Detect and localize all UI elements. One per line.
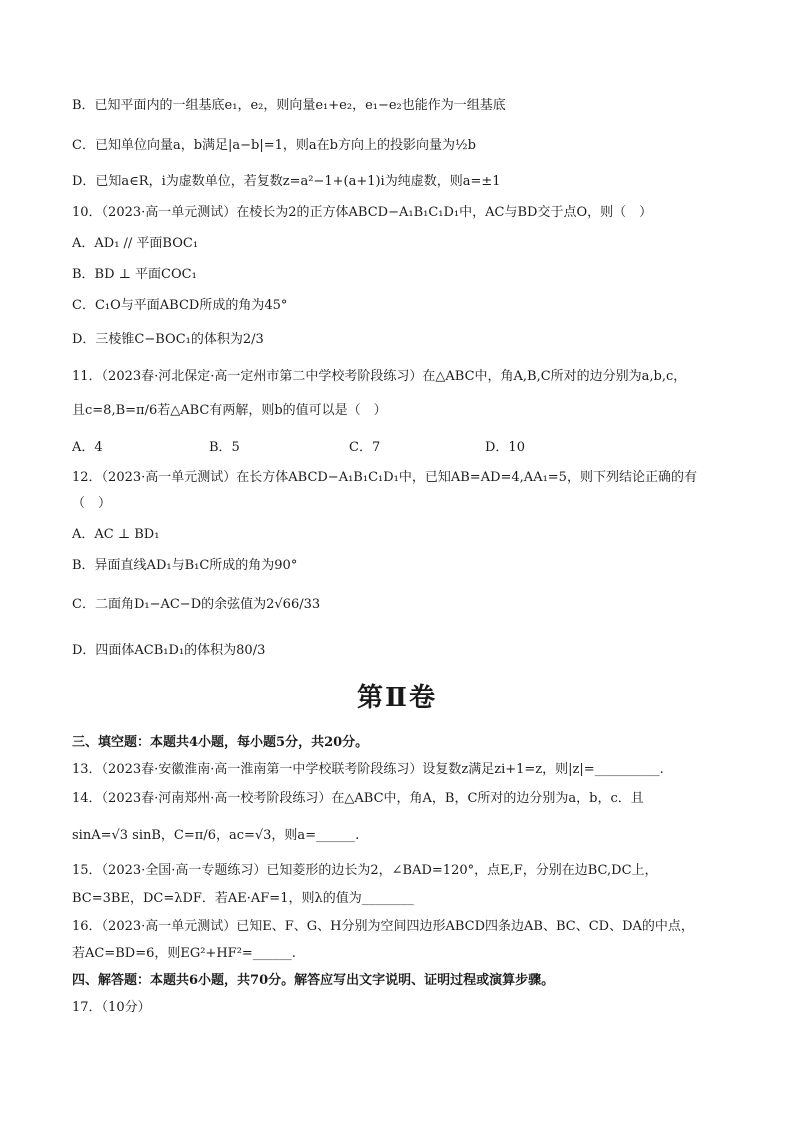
q9-option-d: D．已知a∈R，i为虚数单位，若复数z=a²−1+(a+1)i为纯虚数，则a=±1 [72,174,501,189]
q11-option-b: B．5 [209,440,240,455]
q10-option-d: D．三棱锥C−BOC₁的体积为2/3 [72,332,264,347]
q16-conditions: 若AC=BD=6，则EG²+HF²=______. [72,946,296,961]
q15-stem: 15．（2023·全国·高一专题练习）已知菱形的边长为2，∠BAD=120°，点E,F，分别在边BC,DC上， [72,863,658,878]
section-title: 第Ⅱ卷 [357,683,437,713]
q12-option-a: A．AC ⊥ BD₁ [72,527,160,542]
q12-stem: 12．（2023·高一单元测试）在长方体ABCD−A₁B₁C₁D₁中，已知AB=AD=4,AA₁=5，则下列结论正确的有 [72,470,697,485]
q10-stem: 10．（2023·高一单元测试）在棱长为2的正方体ABCD−A₁B₁C₁D₁中，AC与BD交于点O，则（ ） [72,205,653,220]
q12-option-d: D．四面体ACB₁D₁的体积为80/3 [72,643,266,658]
q10-option-a: A．AD₁ // 平面BOC₁ [72,236,199,251]
q11-option-d: D．10 [485,440,525,455]
q11-option-c: C．7 [349,440,381,455]
q11-stem-1: 11．（2023春·河北保定·高一定州市第二中学校考阶段练习）在△ABC中，角A,B,C所对的边分别为a,b,c， [72,369,687,384]
q17-label: 17．（10分） [72,1000,151,1015]
answer-section-heading: 四、解答题：本题共6小题，共70分。解答应写出文字说明、证明过程或演算步骤。 [72,973,555,988]
q16-stem: 16．（2023·高一单元测试）已知E、F、G、H分别为空间四边形ABCD四条边AB、BC、CD、DA的中点， [72,919,694,934]
q12-option-c: C．二面角D₁−AC−D的余弦值为2√66/33 [72,597,321,612]
q14-stem: 14．（2023春·河南郑州·高一校考阶段练习）在△ABC中，角A，B，C所对的边分别为a，b，c．且 [72,791,644,806]
q10-option-c: C．C₁O与平面ABCD所成的角为45° [72,298,288,313]
q11-option-a: A．4 [72,440,103,455]
q15-conditions: BC=3BE，DC=λDF．若AE·AF=1，则λ的值为________ [72,891,414,906]
fill-blank-heading: 三、填空题：本题共4小题，每小题5分，共20分。 [72,735,369,750]
q9-option-b: B．已知平面内的一组基底e₁，e₂，则向量e₁+e₂，e₁−e₂也能作为一组基底 [72,98,506,113]
q11-stem-2: 且c=8,B=π/6若△ABC有两解，则b的值可以是（ ） [72,403,387,418]
q12-stem-paren: （ ） [72,496,112,511]
q12-option-b: B．异面直线AD₁与B₁C所成的角为90° [72,558,298,573]
q10-option-b: B．BD ⊥ 平面COC₁ [72,267,197,282]
q13: 13．（2023春·安徽淮南·高一淮南第一中学校联考阶段练习）设复数z满足zi+1=z，则|z|=__________. [72,762,664,777]
q9-option-c: C．已知单位向量a，b满足|a−b|=1，则a在b方向上的投影向量为½b [72,138,476,153]
q11-options [72,438,732,458]
q14-conditions: sinA=√3 sinB，C=π/6，ac=√3，则a=______. [72,828,360,843]
